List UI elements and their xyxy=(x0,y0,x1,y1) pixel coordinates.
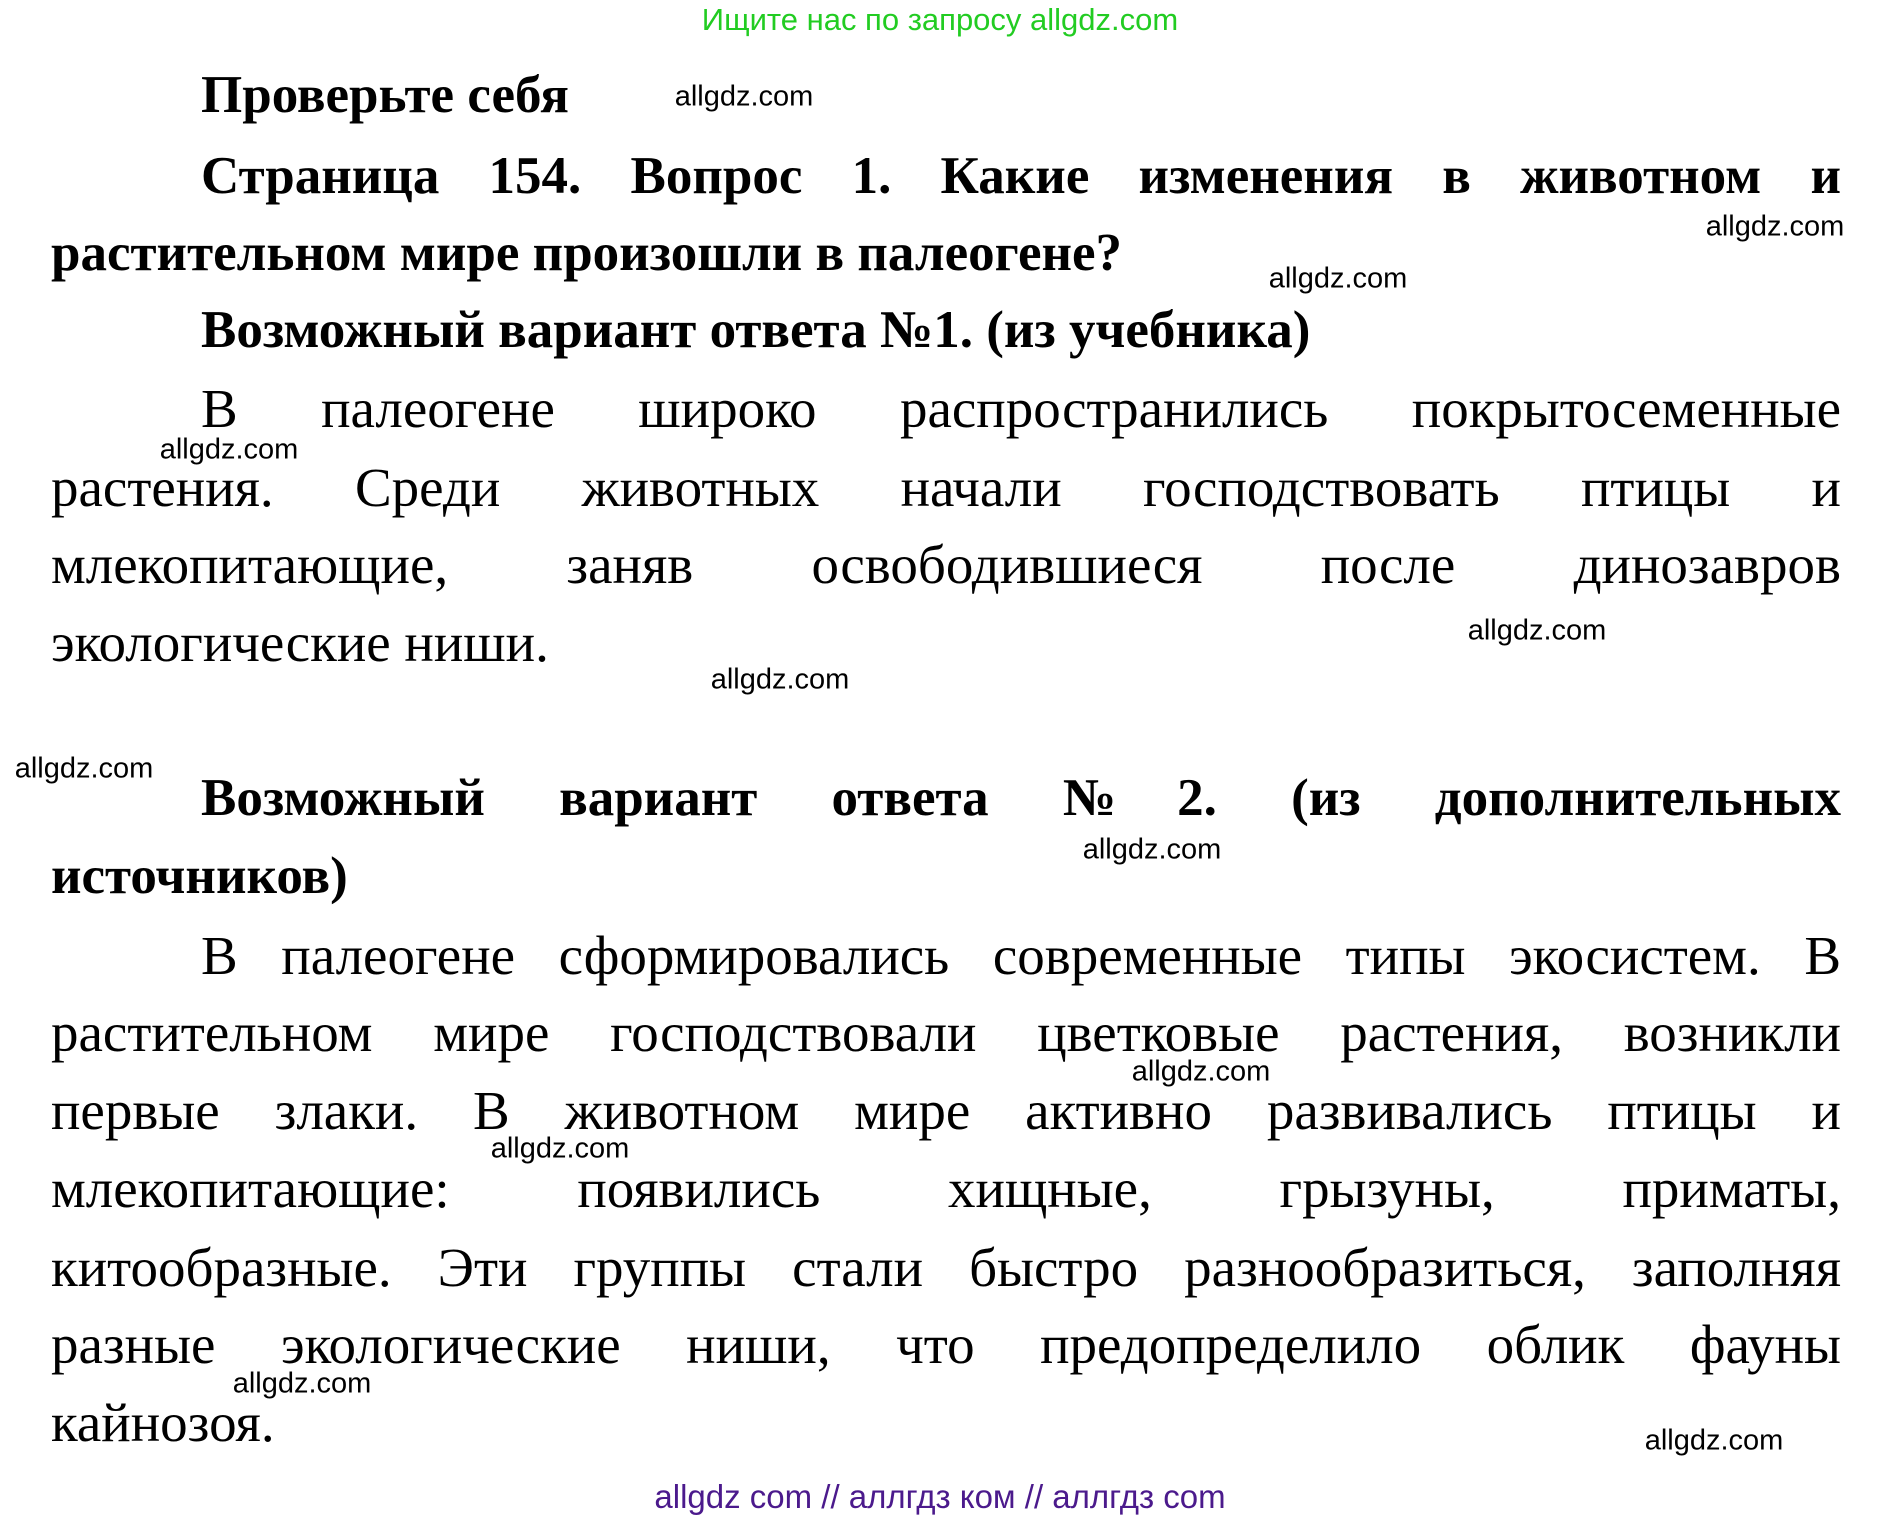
answer1-line: растения. Среди животных начали господствовать птицы и xyxy=(51,457,1841,518)
answer2-line: растительном мире господствовали цветковые растения, возникли xyxy=(51,1002,1841,1063)
question-line: растительном мире произошли в палеогене? xyxy=(51,224,1123,282)
answer2-line: разные экологические ниши, что предопределило облик фауны xyxy=(51,1314,1841,1375)
answer2-line: китообразные. Эти группы стали быстро разнообразиться, заполняя xyxy=(51,1237,1841,1298)
answer1-line: В палеогене широко распространились покрытосеменные xyxy=(201,378,1841,439)
question-line: Страница 154. Вопрос 1. Какие изменения в животном и xyxy=(201,147,1841,205)
answer2-heading: Возможный вариант ответа №2. (из дополнительных xyxy=(201,769,1841,827)
watermark: allgdz.com xyxy=(1268,262,1408,295)
answer2-line: млекопитающие: появились хищные, грызуны, приматы, xyxy=(51,1158,1841,1219)
watermark: allgdz.com xyxy=(1705,210,1845,243)
section-title: Проверьте себя xyxy=(201,66,569,124)
footer-links[interactable]: allgdz com // аллгдз ком // аллгдз com xyxy=(654,1478,1226,1515)
watermark: allgdz.com xyxy=(1644,1424,1784,1457)
answer2-line: кайнозоя. xyxy=(51,1392,275,1453)
watermark: allgdz.com xyxy=(232,1367,372,1400)
answer2-heading: источников) xyxy=(51,847,348,905)
watermark: allgdz.com xyxy=(710,663,850,696)
watermark: allgdz.com xyxy=(1467,614,1607,647)
answer1-heading: Возможный вариант ответа №1. (из учебника) xyxy=(201,301,1311,359)
answer2-line: первые злаки. В животном мире активно развивались птицы и xyxy=(51,1080,1841,1141)
watermark: allgdz.com xyxy=(1131,1055,1271,1088)
watermark: allgdz.com xyxy=(674,80,814,113)
top-banner[interactable]: Ищите нас по запросу allgdz.com xyxy=(701,2,1179,37)
answer1-line: экологические ниши. xyxy=(51,612,549,673)
watermark: allgdz.com xyxy=(14,752,154,785)
watermark: allgdz.com xyxy=(490,1132,630,1165)
watermark: allgdz.com xyxy=(159,433,299,466)
answer1-line: млекопитающие, заняв освободившиеся после динозавров xyxy=(51,534,1841,595)
answer2-line: В палеогене сформировались современные типы экосистем. В xyxy=(201,925,1841,986)
watermark: allgdz.com xyxy=(1082,833,1222,866)
